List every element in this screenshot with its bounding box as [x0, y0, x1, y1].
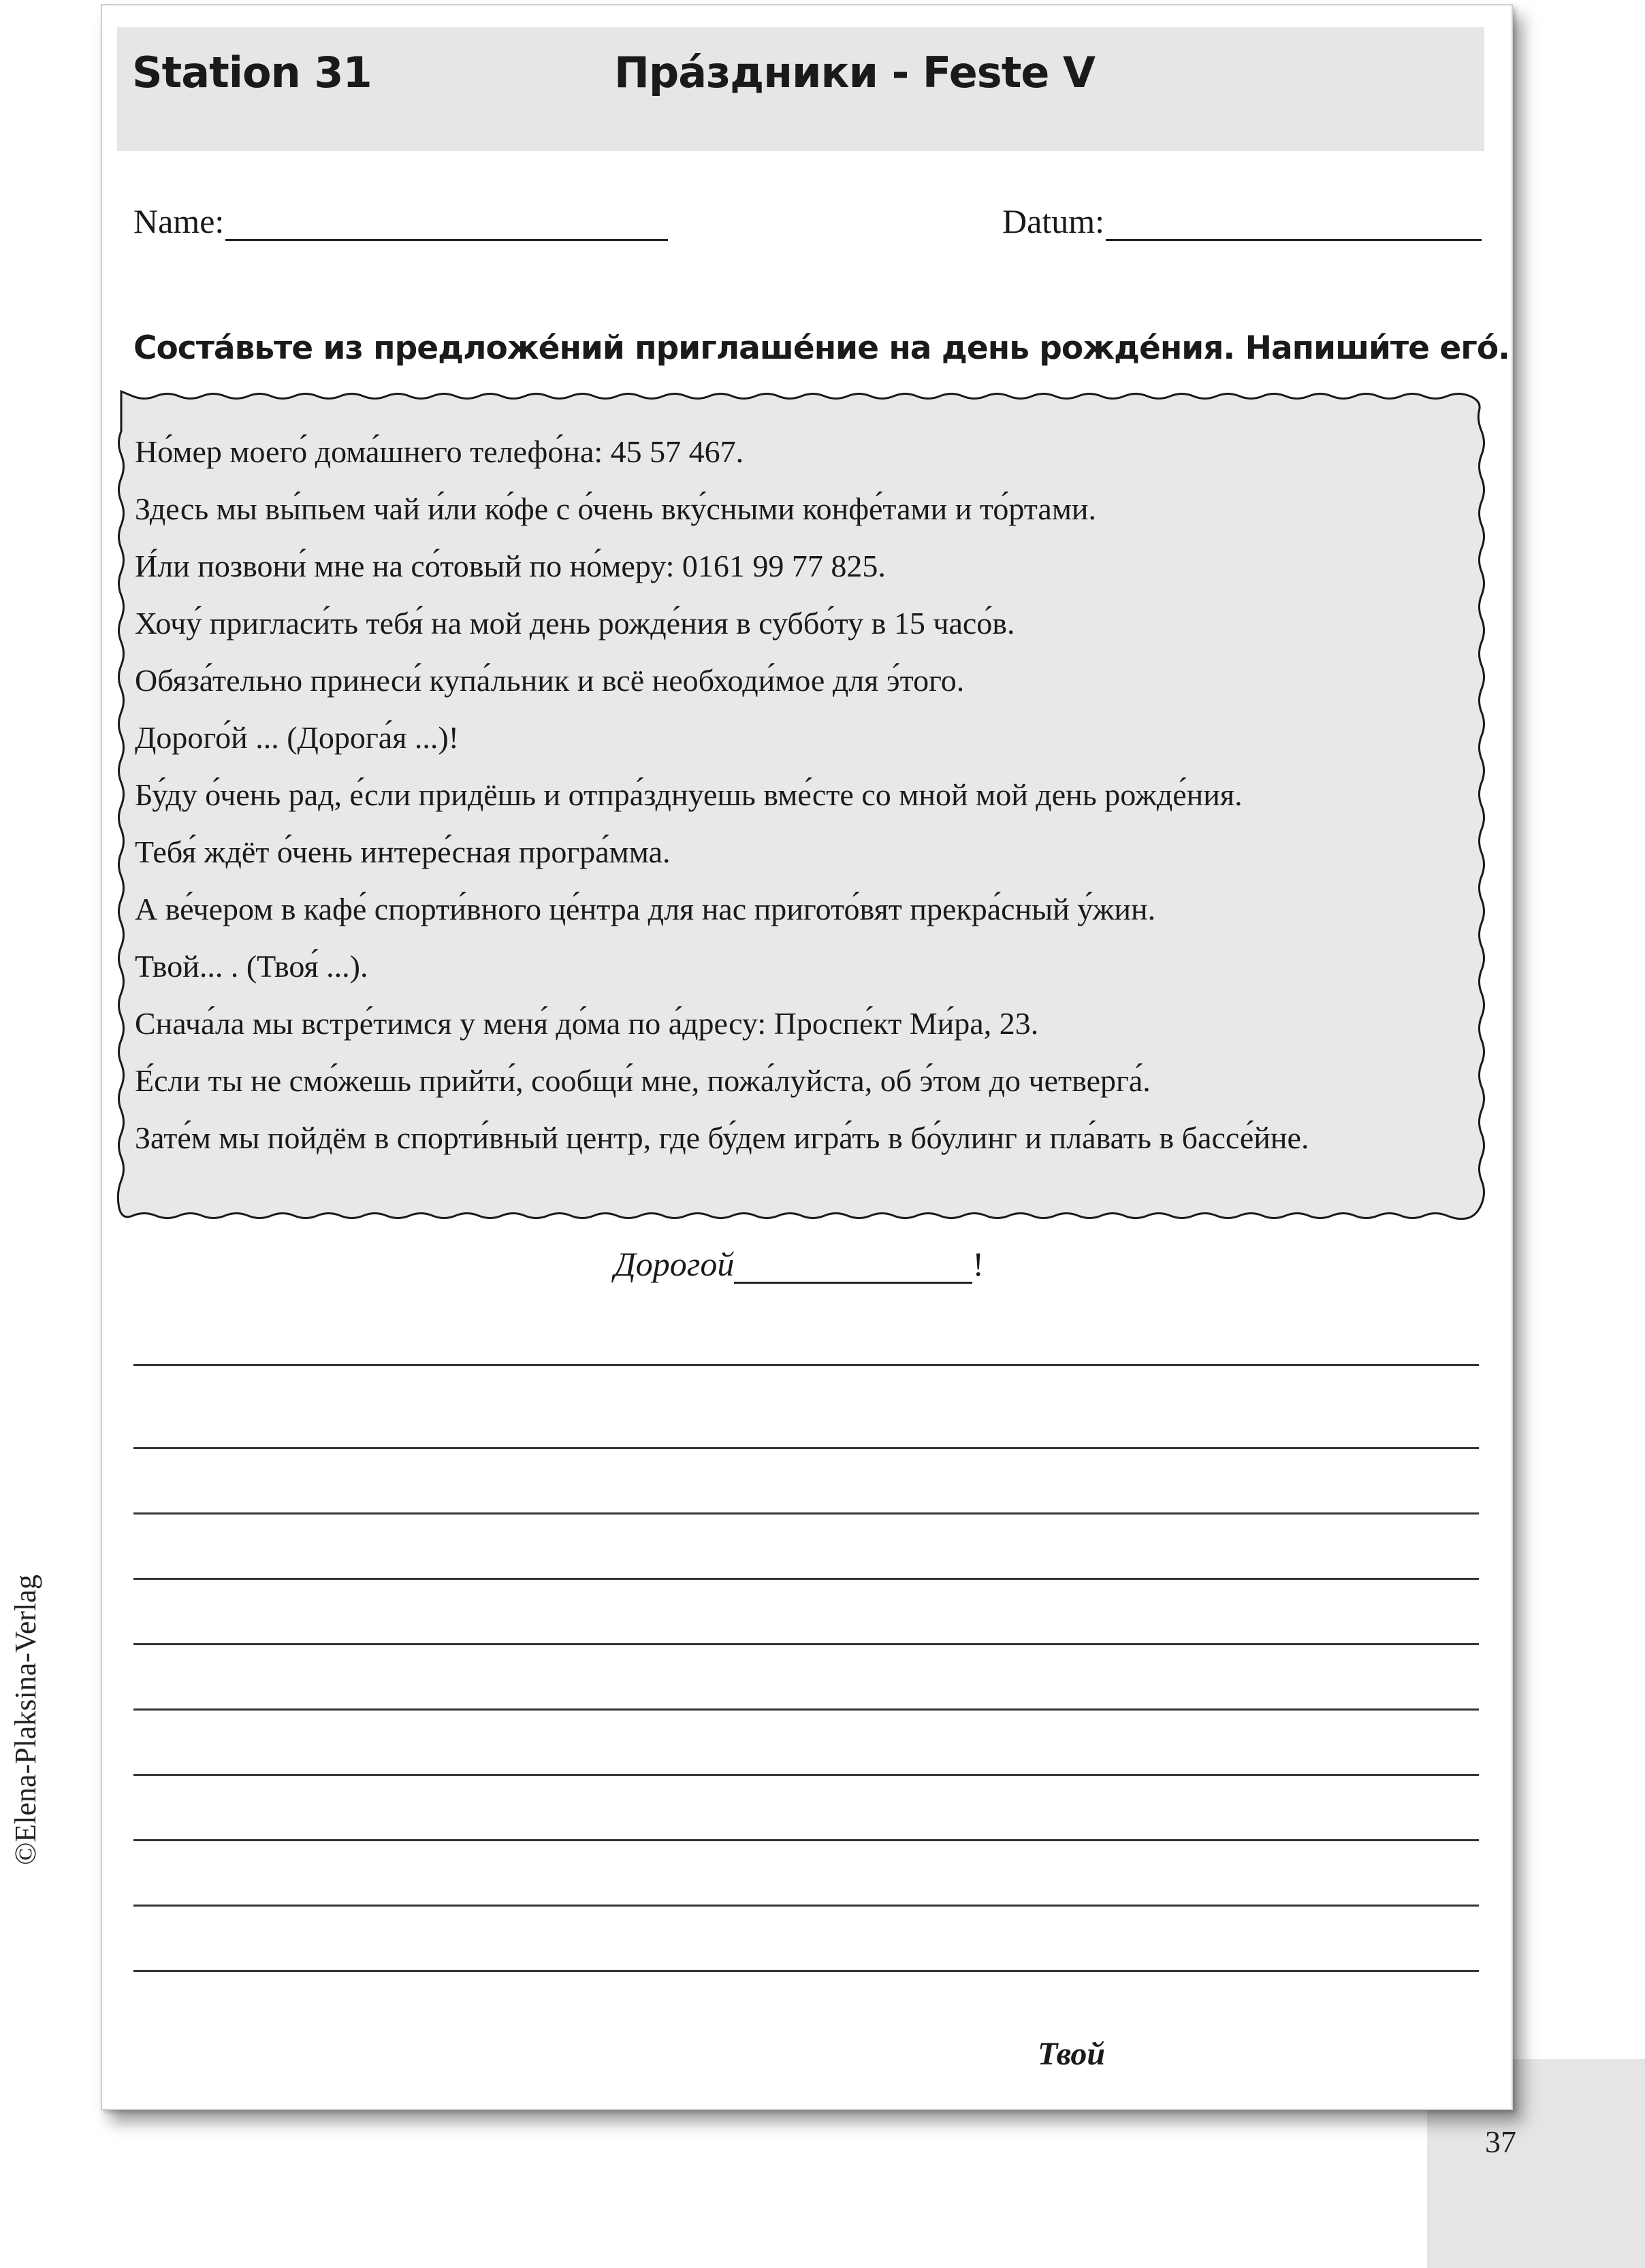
sentence-item: А ве́чером в кафе́ спорти́вного це́нтра для нас пригото́вят прекра́сный у́жин. — [135, 892, 1156, 926]
writing-line[interactable] — [133, 1447, 1479, 1449]
sentence-item: Твой... . (Твоя́ ...). — [135, 949, 368, 984]
topic-title: Пра́здники - Feste V — [614, 48, 1095, 97]
sentence-item: Бу́ду о́чень рад, е́сли придёшь и отпра́зднуешь вме́сте со мной мой день рожде́ния. — [135, 777, 1243, 812]
date-label: Datum: — [1002, 202, 1104, 240]
writing-line[interactable] — [133, 1578, 1479, 1580]
worksheet — [101, 4, 1513, 2110]
greeting-word: Дорогой — [614, 1245, 735, 1283]
sentence-list — [135, 423, 1309, 1167]
greeting-exclamation: ! — [972, 1245, 984, 1283]
writing-line[interactable] — [133, 1905, 1479, 1907]
writing-line[interactable] — [133, 1970, 1479, 1972]
sentence-item: Дорого́й ... (Дорога́я ...)! — [135, 720, 459, 755]
sentence-item: Снача́ла мы встре́тимся у меня́ до́ма по а́дресу: Проспе́кт Ми́ра, 23. — [135, 1006, 1039, 1041]
sentence-item: Обяза́тельно принеси́ купа́льник и всё необходи́мое для э́того. — [135, 663, 965, 698]
letter-greeting — [614, 1244, 984, 1284]
name-input-line[interactable] — [225, 208, 668, 241]
sentence-item: Зате́м мы пойдём в спорти́вный центр, где бу́дем игра́ть в бо́улинг и пла́вать в бассе́йне. — [135, 1120, 1309, 1155]
writing-line[interactable] — [133, 1512, 1479, 1514]
date-input-line[interactable] — [1106, 208, 1482, 241]
page-number: 37 — [1485, 2124, 1516, 2159]
station-title: Station 31 — [132, 48, 372, 97]
greeting-name-line[interactable] — [734, 1249, 972, 1284]
sentence-item: Тебя́ ждёт о́чень интере́сная програ́мма. — [135, 835, 671, 869]
name-label: Name: — [133, 202, 225, 240]
sentence-item: Е́сли ты не смо́жешь прийти́, сообщи́ мне, пожа́луйста, об э́том до четверга́. — [135, 1063, 1151, 1098]
writing-line[interactable] — [133, 1643, 1479, 1645]
writing-line[interactable] — [133, 1364, 1479, 1366]
name-field[interactable] — [133, 201, 668, 241]
task-instruction: Соста́вьте из предложе́ний приглаше́ние на день рожде́ния. Напиши́те его́. — [133, 329, 1510, 367]
sentence-item: Но́мер моего́ дома́шнего телефо́на: 45 57 467. — [135, 434, 744, 469]
letter-closing: Твой — [1038, 2036, 1106, 2072]
copyright-notice: ©Elena-Plaksina-Verlag — [9, 1574, 42, 1865]
writing-line[interactable] — [133, 1839, 1479, 1841]
writing-line[interactable] — [133, 1708, 1479, 1711]
sentence-item: Здесь мы вы́пьем чай и́ли ко́фе с о́чень вку́сными конфе́тами и то́ртами. — [135, 491, 1097, 526]
writing-line[interactable] — [133, 1774, 1479, 1776]
sentence-item: Хочу́ пригласи́ть тебя́ на мой день рожде́ния в суббо́ту в 15 часо́в. — [135, 606, 1015, 641]
sentence-item: И́ли позвони́ мне на со́товый по но́меру: 0161 99 77 825. — [135, 549, 886, 583]
date-field[interactable] — [1002, 201, 1482, 241]
